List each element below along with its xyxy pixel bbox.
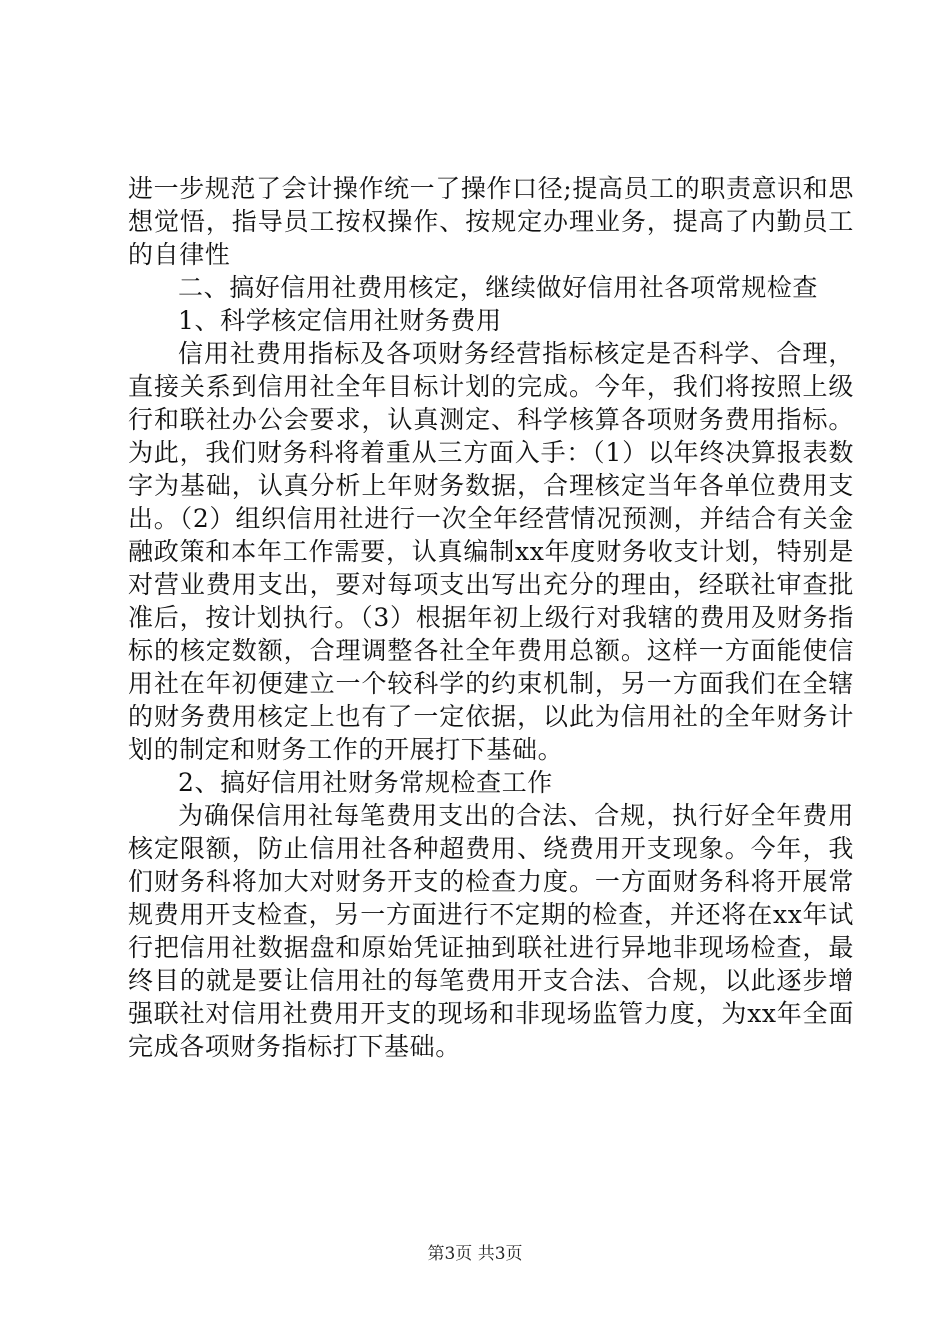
subsection-heading-1: 1、科学核定信用社财务费用 — [178, 306, 502, 335]
paragraph-cost-verification: 信用社费用指标及各项财务经营指标核定是否科学、合理，直接关系到信用社全年目标计划的完成。今年，我们将按照上级行和联社办公会要求，认真测定、科学核算各项财务费用指标。为此，我们财务科将着重从三方面入手：（1）以年终决算报表数字为基础，认真分析上年财务数据，合理核定当年各单位费用支出。（2）组织信用社进行一次全年经营情况预测，并结合有关金融政策和本年工作需要，认真编制xx年度财务收支计划，特别是对营业费用支出，要对每项支出写出充分的理由，经联社审查批准后，按计划执行。（3）根据年初上级行对我辖的费用及财务指标的核定数额，合理调整各社全年费用总额。这样一方面能使信用社在年初便建立一个较科学的约束机制，另一方面我们在全辖的财务费用核定上也有了一定依据，以此为信用社的全年财务计划的制定和财务工作的开展打下基础。 — [128, 339, 854, 764]
page-number-footer: 第3页 共3页 — [427, 1244, 523, 1264]
section-heading-2: 二、搞好信用社费用核定，继续做好信用社各项常规检查 — [178, 273, 819, 302]
paragraph-continuation: 进一步规范了会计操作统一了操作口径;提高员工的职责意识和思想觉悟，指导员工按权操作、按规定办理业务，提高了内勤员工的自律性 — [128, 174, 854, 269]
document-body — [128, 172, 854, 1063]
paragraph-routine-inspection: 为确保信用社每笔费用支出的合法、合规，执行好全年费用核定限额，防止信用社各种超费用、绕费用开支现象。今年，我们财务科将加大对财务开支的检查力度。一方面财务科将开展常规费用开支检查，另一方面进行不定期的检查，并还将在xx年试行把信用社数据盘和原始凭证抽到联社进行异地非现场检查，最终目的就是要让信用社的每笔费用开支合法、合规，以此逐步增强联社对信用社费用开支的现场和非现场监管力度，为xx年全面完成各项财务指标打下基础。 — [128, 801, 854, 1061]
subsection-heading-2: 2、搞好信用社财务常规检查工作 — [178, 768, 553, 797]
